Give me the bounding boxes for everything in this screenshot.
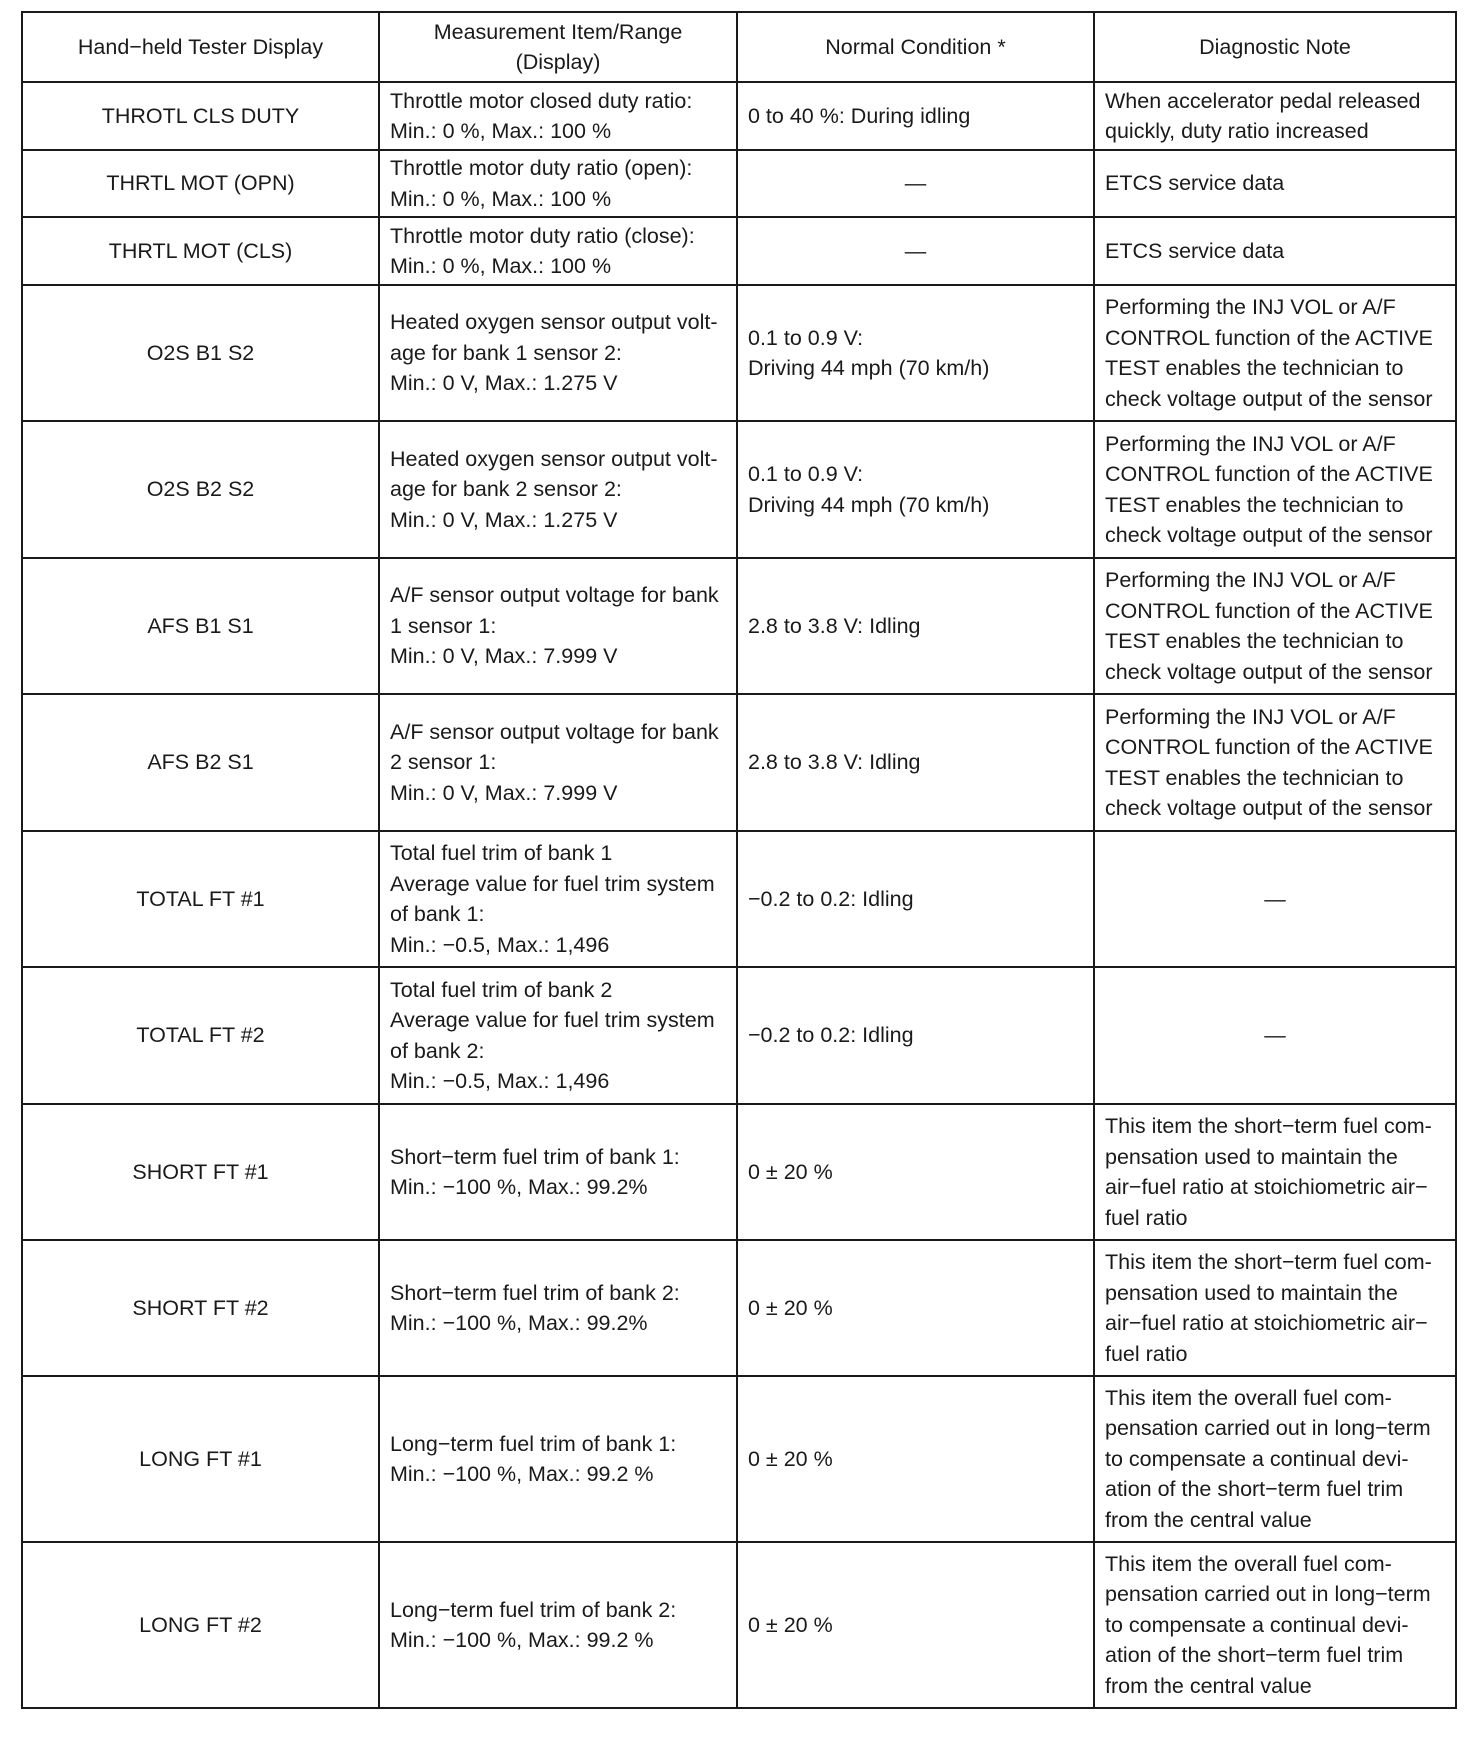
table-body [22,82,1456,1708]
cell-condition: 0 to 40 %: During idling [737,82,1094,150]
cell-display: LONG FT #2 [22,1542,379,1708]
header-tester-display: Hand−held Tester Display [22,12,379,82]
cell-range: Short−term fuel trim of bank 1: Min.: −100 %, Max.: 99.2% [379,1104,737,1240]
table-row [22,285,1456,421]
cell-range: A/F sensor output voltage for bank 2 sensor 1: Min.: 0 V, Max.: 7.999 V [379,694,737,831]
cell-display: SHORT FT #1 [22,1104,379,1240]
cell-condition: 2.8 to 3.8 V: Idling [737,694,1094,831]
table-row [22,1240,1456,1376]
cell-note: ETCS service data [1094,217,1456,285]
cell-display: THRTL MOT (CLS) [22,217,379,285]
cell-range: Throttle motor duty ratio (open): Min.: 0 %, Max.: 100 % [379,150,737,217]
cell-condition: −0.2 to 0.2: Idling [737,967,1094,1104]
cell-note: — [1094,967,1456,1104]
cell-display: O2S B1 S2 [22,285,379,421]
table-row [22,217,1456,285]
header-diagnostic-note: Diagnostic Note [1094,12,1456,82]
cell-display: O2S B2 S2 [22,421,379,558]
cell-condition: 0.1 to 0.9 V: Driving 44 mph (70 km/h) [737,285,1094,421]
table-row [22,967,1456,1104]
cell-condition: 0 ± 20 % [737,1542,1094,1708]
header-row [22,12,1456,82]
cell-note: Performing the INJ VOL or A/F CONTROL function of the ACTIVE TEST enables the technician to check voltage output of the sensor [1094,421,1456,558]
cell-note: This item the short−term fuel com- pensation used to maintain the air−fuel ratio at stoichiometric air− fuel ratio [1094,1104,1456,1240]
cell-range: A/F sensor output voltage for bank 1 sensor 1: Min.: 0 V, Max.: 7.999 V [379,558,737,694]
cell-display: TOTAL FT #1 [22,831,379,967]
cell-note: This item the overall fuel com- pensation carried out in long−term to compensate a continual devi- ation of the short−term fuel trim from the central value [1094,1376,1456,1542]
cell-note: When accelerator pedal released quickly, duty ratio increased [1094,82,1456,150]
table-row [22,694,1456,831]
cell-range: Heated oxygen sensor output volt- age for bank 2 sensor 2: Min.: 0 V, Max.: 1.275 V [379,421,737,558]
cell-range: Short−term fuel trim of bank 2: Min.: −100 %, Max.: 99.2% [379,1240,737,1376]
cell-condition: 0 ± 20 % [737,1376,1094,1542]
cell-display: THRTL MOT (OPN) [22,150,379,217]
cell-note: — [1094,831,1456,967]
cell-condition: 0 ± 20 % [737,1104,1094,1240]
cell-note: This item the short−term fuel com- pensation used to maintain the air−fuel ratio at stoichiometric air− fuel ratio [1094,1240,1456,1376]
cell-display: AFS B2 S1 [22,694,379,831]
cell-condition: 2.8 to 3.8 V: Idling [737,558,1094,694]
cell-condition: 0 ± 20 % [737,1240,1094,1376]
cell-note: Performing the INJ VOL or A/F CONTROL function of the ACTIVE TEST enables the technician to check voltage output of the sensor [1094,694,1456,831]
cell-condition: 0.1 to 0.9 V: Driving 44 mph (70 km/h) [737,421,1094,558]
cell-range: Throttle motor closed duty ratio: Min.: 0 %, Max.: 100 % [379,82,737,150]
cell-display: LONG FT #1 [22,1376,379,1542]
table-row [22,1542,1456,1708]
cell-display: AFS B1 S1 [22,558,379,694]
table-header [22,12,1456,82]
header-normal-condition: Normal Condition * [737,12,1094,82]
cell-condition: — [737,217,1094,285]
table-row [22,831,1456,967]
cell-range: Total fuel trim of bank 2 Average value for fuel trim system of bank 2: Min.: −0.5, Max.: 1,496 [379,967,737,1104]
table-row [22,82,1456,150]
cell-note: Performing the INJ VOL or A/F CONTROL function of the ACTIVE TEST enables the technician to check voltage output of the sensor [1094,285,1456,421]
cell-display: THROTL CLS DUTY [22,82,379,150]
cell-range: Heated oxygen sensor output volt- age for bank 1 sensor 2: Min.: 0 V, Max.: 1.275 V [379,285,737,421]
cell-display: TOTAL FT #2 [22,967,379,1104]
cell-condition: −0.2 to 0.2: Idling [737,831,1094,967]
header-measurement-range: Measurement Item/Range (Display) [379,12,737,82]
cell-range: Total fuel trim of bank 1 Average value for fuel trim system of bank 1: Min.: −0.5, Max.: 1,496 [379,831,737,967]
cell-range: Throttle motor duty ratio (close): Min.: 0 %, Max.: 100 % [379,217,737,285]
table-row [22,558,1456,694]
table-row [22,150,1456,217]
table-row [22,1376,1456,1542]
table-row [22,1104,1456,1240]
cell-note: Performing the INJ VOL or A/F CONTROL function of the ACTIVE TEST enables the technician to check voltage output of the sensor [1094,558,1456,694]
cell-note: ETCS service data [1094,150,1456,217]
cell-note: This item the overall fuel com- pensation carried out in long−term to compensate a continual devi- ation of the short−term fuel trim from the central value [1094,1542,1456,1708]
cell-condition: — [737,150,1094,217]
cell-range: Long−term fuel trim of bank 1: Min.: −100 %, Max.: 99.2 % [379,1376,737,1542]
cell-range: Long−term fuel trim of bank 2: Min.: −100 %, Max.: 99.2 % [379,1542,737,1708]
table-row [22,421,1456,558]
data-list-table [21,11,1457,1709]
cell-display: SHORT FT #2 [22,1240,379,1376]
